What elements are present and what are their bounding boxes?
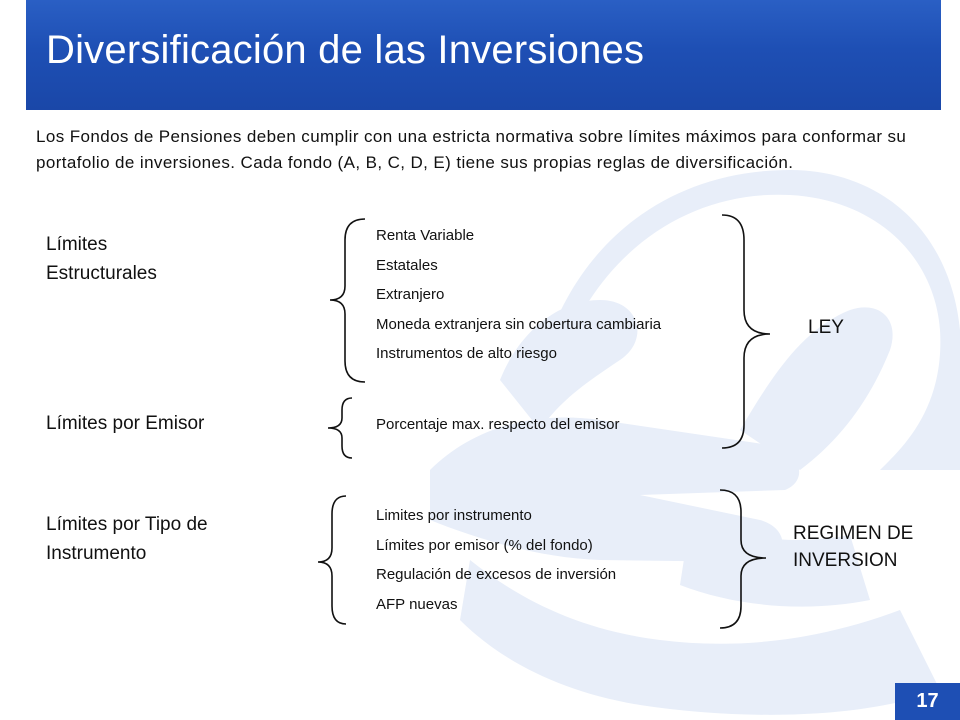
list-item: Límites por emisor (% del fondo): [376, 536, 593, 554]
left-brace-instrumento: [318, 496, 346, 624]
list-item: Porcentaje max. respecto del emisor: [376, 416, 620, 433]
list-item: Regulación de excesos de inversión: [376, 566, 617, 583]
regimen-inversion-label: REGIMEN DE INVERSION: [793, 523, 914, 571]
ley-label: LEY: [808, 317, 844, 338]
list-item: Limites por instrumento: [376, 507, 532, 524]
page-title: Diversificación de las Inversiones: [46, 28, 645, 72]
list-item: Instrumentos de alto riesgo: [376, 345, 557, 362]
category-limites-estructurales: Límites Estructurales: [46, 234, 157, 284]
page-number: 17: [895, 683, 960, 720]
list-item: Estatales: [376, 256, 438, 274]
category-limites-tipo-instrumento: Límites por Tipo de Instrumento: [46, 514, 208, 564]
left-brace-estructurales: [330, 219, 365, 382]
list-item: AFP nuevas: [376, 595, 458, 613]
list-item: Renta Variable: [376, 227, 475, 244]
right-brace-ley: [722, 215, 770, 448]
intro-paragraph: Los Fondos de Pensiones deben cumplir con una estricta normativa sobre límites máximos para conformar su portafolio de inversiones. Cada fondo (A, B, C, D, E) tiene sus propias reglas de diversificación.: [36, 127, 907, 172]
right-brace-regimen: [720, 490, 766, 628]
list-item: Extranjero: [376, 286, 445, 303]
list-item: Moneda extranjera sin cobertura cambiaria: [376, 315, 662, 333]
category-limites-emisor: Límites por Emisor: [46, 413, 205, 434]
left-brace-emisor: [328, 398, 352, 458]
